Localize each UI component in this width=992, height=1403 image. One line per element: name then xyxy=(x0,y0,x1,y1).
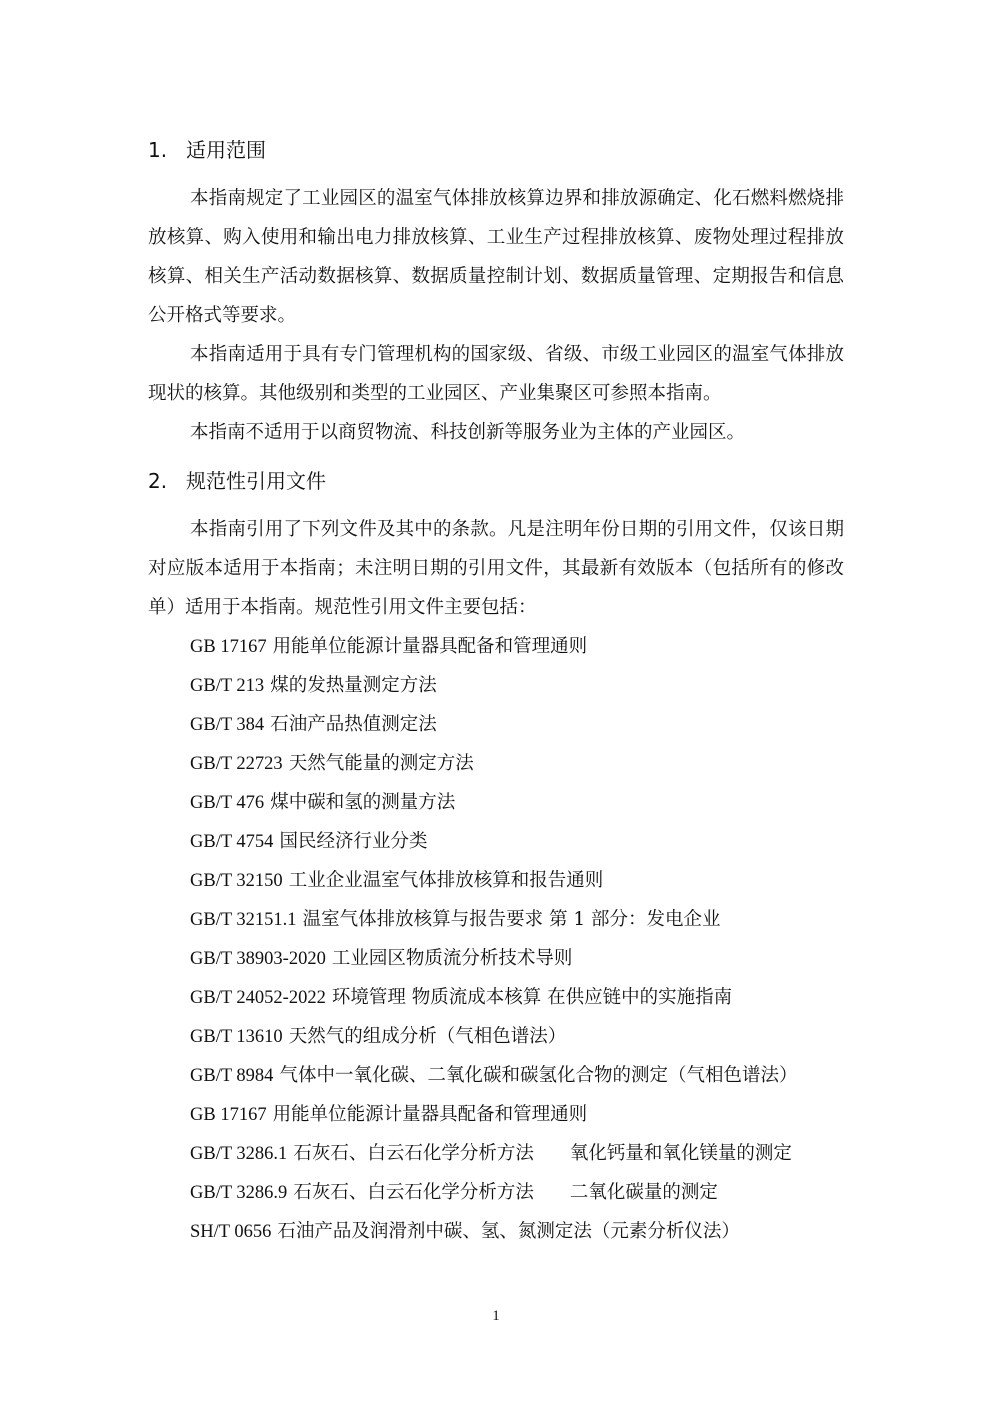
reference-item xyxy=(190,822,860,861)
reference-title: 环境管理 物质流成本核算 在供应链中的实施指南 xyxy=(331,987,733,1008)
reference-title: 石灰石、白云石化学分析方法 xyxy=(293,1182,534,1203)
reference-code: GB/T 3286.1 xyxy=(190,1144,288,1164)
reference-code: GB/T 213 xyxy=(190,676,265,696)
reference-item xyxy=(190,1095,860,1134)
reference-code: GB/T 476 xyxy=(190,793,265,813)
reference-title: 用能单位能源计量器具配备和管理通则 xyxy=(272,636,588,657)
reference-code: GB/T 8984 xyxy=(190,1066,274,1086)
section-2-heading xyxy=(148,467,326,495)
reference-item xyxy=(190,1212,860,1251)
reference-item xyxy=(190,744,860,783)
reference-code: GB/T 24052-2022 xyxy=(190,988,326,1008)
section-title: 规范性引用文件 xyxy=(186,469,326,493)
reference-item xyxy=(190,666,860,705)
reference-list xyxy=(190,627,860,1251)
reference-item xyxy=(190,900,860,939)
reference-title: 工业企业温室气体排放核算和报告通则 xyxy=(288,870,604,891)
section-title: 适用范围 xyxy=(186,138,266,162)
reference-title: 石油产品热值测定法 xyxy=(270,714,437,735)
reference-item xyxy=(190,939,860,978)
section-number: 1. xyxy=(148,138,168,162)
reference-code: GB/T 32150 xyxy=(190,871,283,891)
reference-code: SH/T 0656 xyxy=(190,1222,272,1242)
reference-item xyxy=(190,627,860,666)
reference-title: 煤中碳和氢的测量方法 xyxy=(270,792,456,813)
reference-code: GB/T 384 xyxy=(190,715,265,735)
section-1-heading xyxy=(148,136,266,164)
reference-title: 天然气能量的测定方法 xyxy=(288,753,474,774)
reference-item xyxy=(190,1134,860,1173)
reference-code: GB 17167 xyxy=(190,637,267,657)
reference-item xyxy=(190,1056,860,1095)
reference-title: 用能单位能源计量器具配备和管理通则 xyxy=(272,1104,588,1125)
reference-subtitle: 二氧化碳量的测定 xyxy=(569,1182,718,1203)
reference-item xyxy=(190,705,860,744)
reference-title: 天然气的组成分析（气相色谱法） xyxy=(288,1026,567,1047)
reference-code: GB/T 38903-2020 xyxy=(190,949,326,969)
reference-item xyxy=(190,1017,860,1056)
reference-title: 石油产品及润滑剂中碳、氢、氮测定法（元素分析仪法） xyxy=(277,1221,740,1242)
scope-paragraph-2: 本指南适用于具有专门管理机构的国家级、省级、市级工业园区的温室气体排放现状的核算。其他级别和类型的工业园区、产业集聚区可参照本指南。 xyxy=(148,344,844,404)
reference-subtitle: 氧化钙量和氧化镁量的测定 xyxy=(569,1143,792,1164)
reference-item xyxy=(190,978,860,1017)
section-number: 2. xyxy=(148,469,168,493)
references-intro: 本指南引用了下列文件及其中的条款。凡是注明年份日期的引用文件，仅该日期对应版本适用于本指南；未注明日期的引用文件，其最新有效版本（包括所有的修改单）适用于本指南。规范性引用文件主要包括： xyxy=(148,519,844,618)
reference-code: GB/T 13610 xyxy=(190,1027,283,1047)
reference-code: GB/T 4754 xyxy=(190,832,274,852)
reference-code: GB 17167 xyxy=(190,1105,267,1125)
reference-title: 石灰石、白云石化学分析方法 xyxy=(293,1143,534,1164)
reference-code: GB/T 32151.1 xyxy=(190,910,297,930)
page-number: 1 xyxy=(492,1308,500,1324)
reference-item xyxy=(190,783,860,822)
reference-title: 国民经济行业分类 xyxy=(279,831,428,852)
reference-code: GB/T 22723 xyxy=(190,754,283,774)
reference-item xyxy=(190,1173,860,1212)
reference-code: GB/T 3286.9 xyxy=(190,1183,288,1203)
reference-title: 温室气体排放核算与报告要求 第 1 部分：发电企业 xyxy=(302,909,721,930)
reference-title: 煤的发热量测定方法 xyxy=(270,675,437,696)
reference-title: 工业园区物质流分析技术导则 xyxy=(331,948,573,969)
reference-title: 气体中一氧化碳、二氧化碳和碳氢化合物的测定（气相色谱法） xyxy=(279,1065,798,1086)
scope-paragraph-3: 本指南不适用于以商贸物流、科技创新等服务业为主体的产业园区。 xyxy=(190,422,746,443)
reference-item xyxy=(190,861,860,900)
scope-paragraph-1: 本指南规定了工业园区的温室气体排放核算边界和排放源确定、化石燃料燃烧排放核算、购入使用和输出电力排放核算、工业生产过程排放核算、废物处理过程排放核算、相关生产活动数据核算、数据质量控制计划、数据质量管理、定期报告和信息公开格式等要求。 xyxy=(148,188,844,326)
